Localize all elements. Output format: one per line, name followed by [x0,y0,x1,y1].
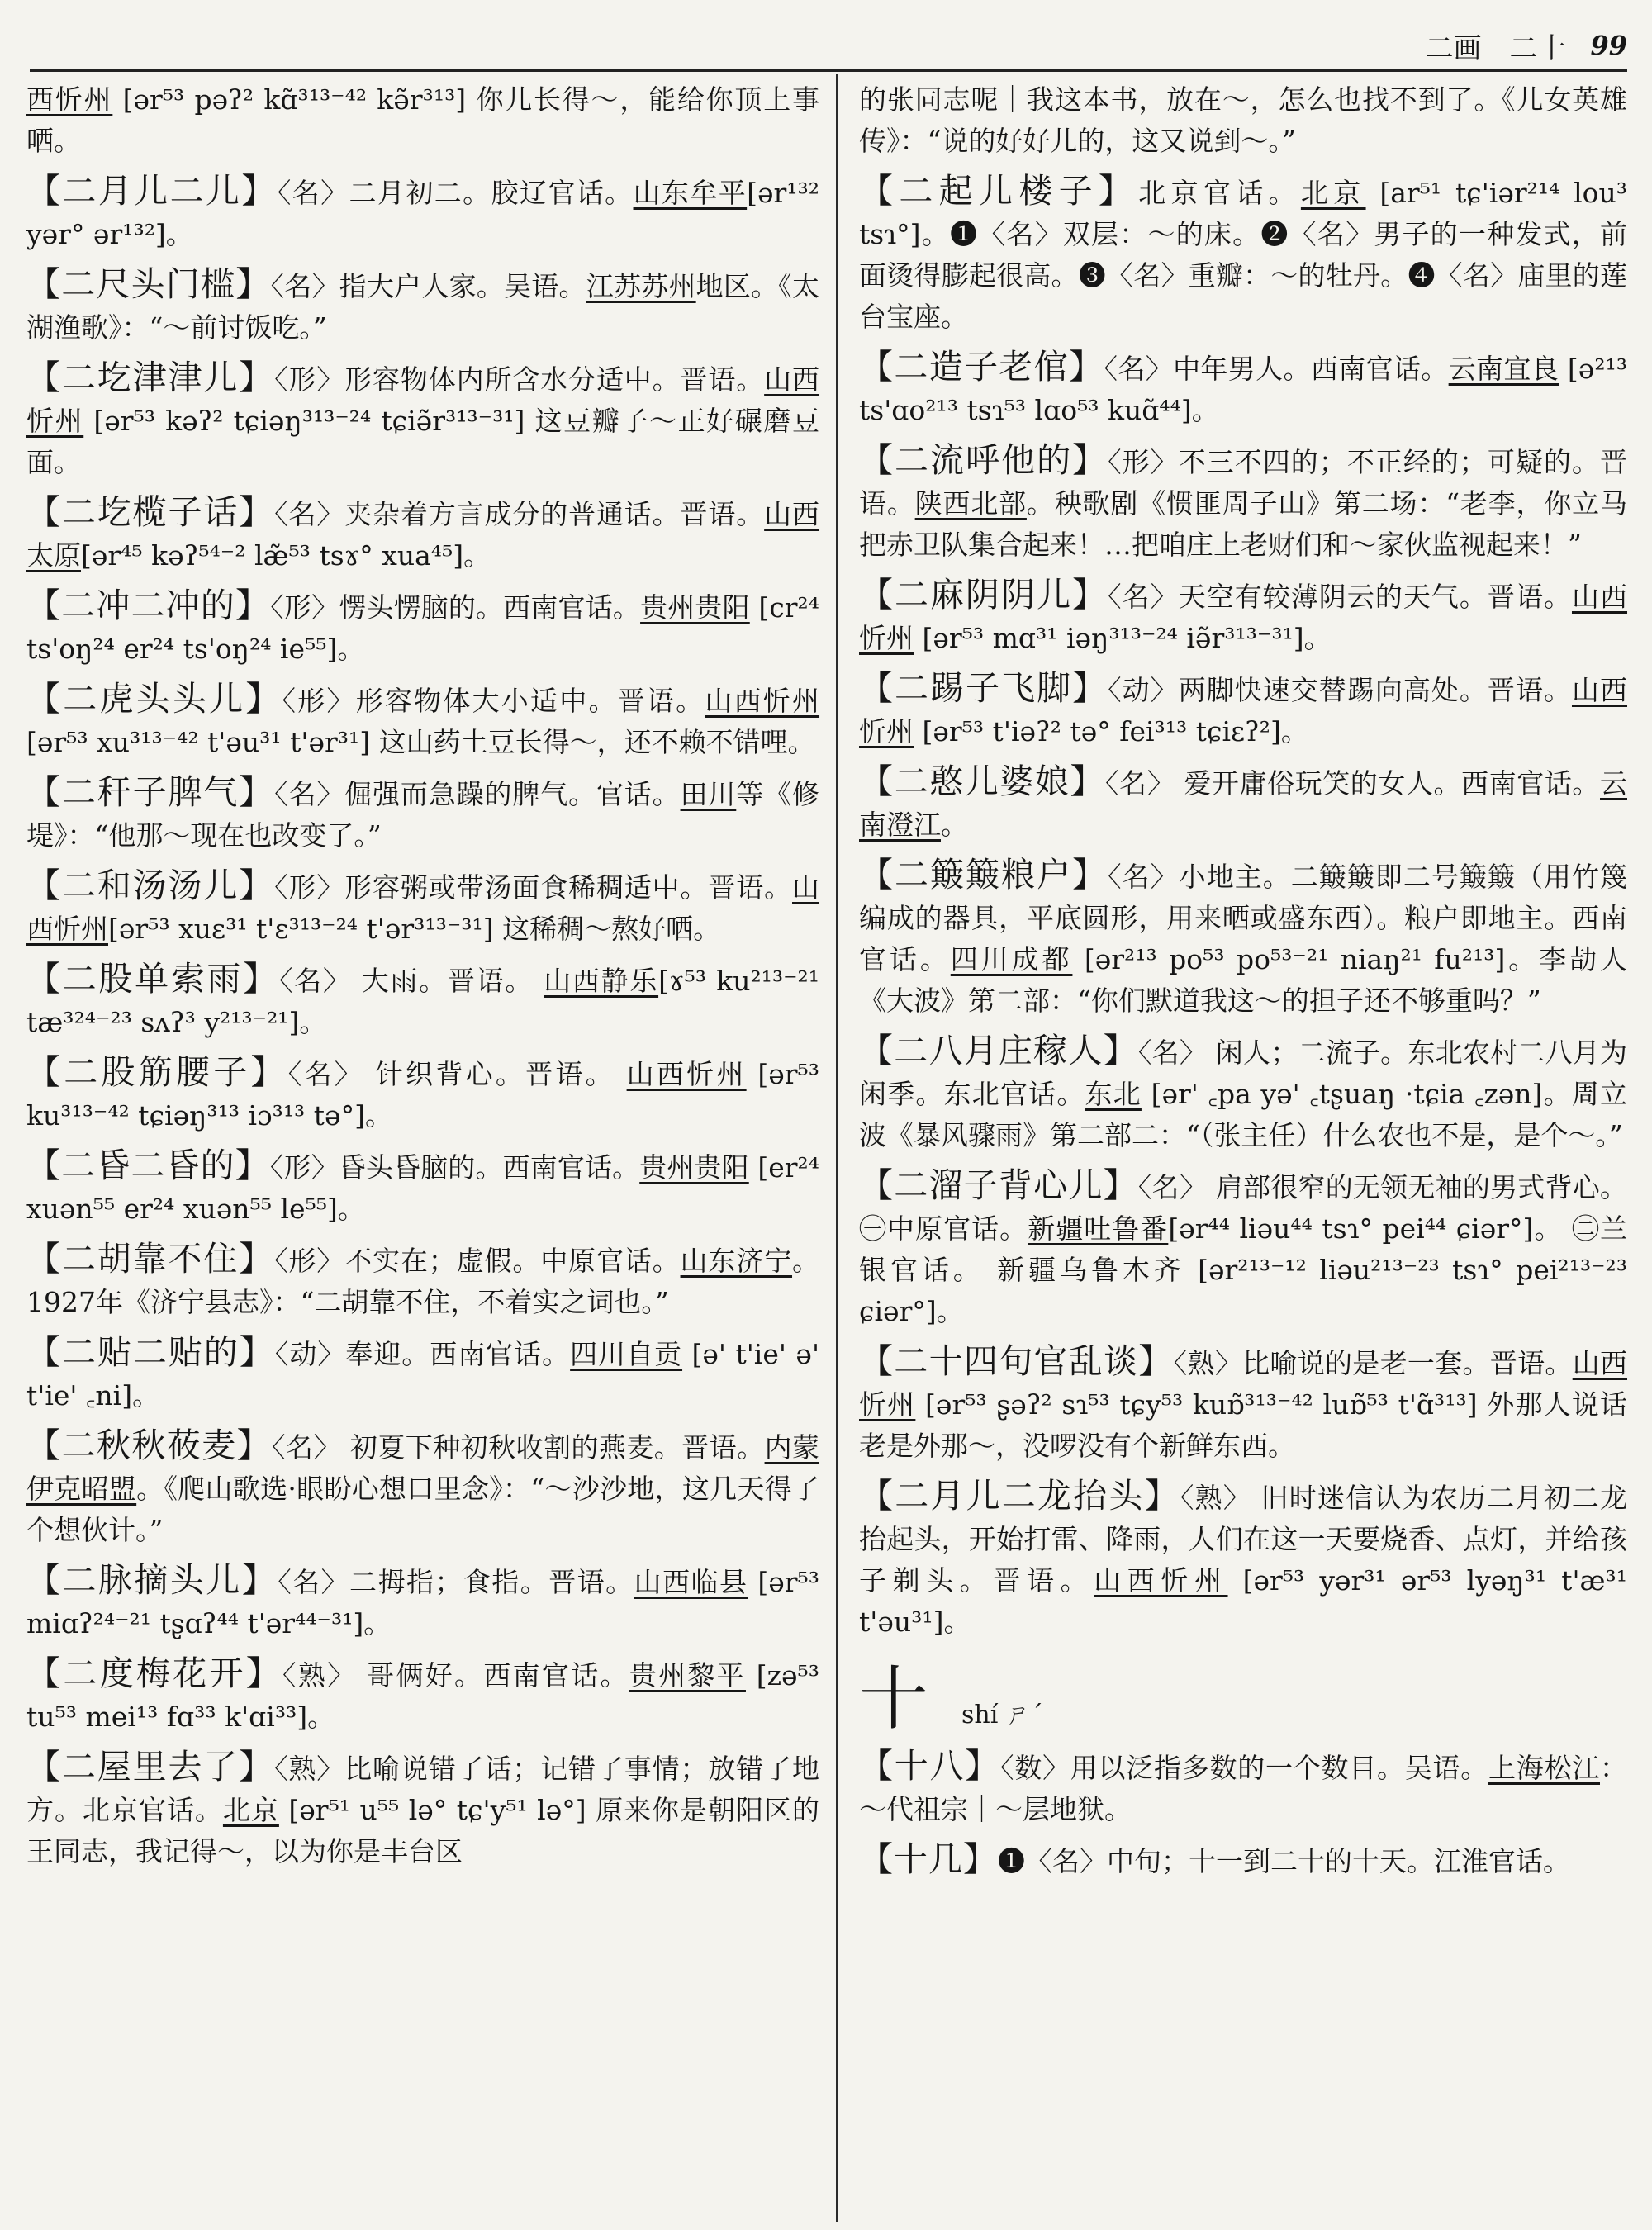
entry-headword: 【二簸簸粮户】 [859,855,1108,894]
entry-definition: 〈名〉二月初二。胶辽官话。 [277,177,634,209]
entry-example: [zə⁵³ tu⁵³ mei¹³ fɑ³³ k'ɑi³³]。 [26,1659,819,1733]
place-name: 陕西北部 [914,487,1027,520]
page-number: 99 [1590,30,1627,61]
entry-headword: 【十几】 [859,1839,998,1879]
dictionary-entry [859,667,1627,752]
running-head: 二画 二十 [1425,31,1566,65]
column-divider [836,74,838,2222]
entry-example: [ər²¹³ po⁵³ po⁵³⁻²¹ niaŋ²¹ fu²¹³]。李劼人《大波》第二部：“你们默道我这～的担子还不够重吗？” [859,943,1628,1017]
entry-example: [ər⁵¹ u⁵⁵ lə° tɕ'y⁵¹ lə°] 原来你是朝阳区的王同志，我记得～，以为你是丰台区 [26,1794,820,1867]
place-name: 山西忻州 [626,1058,747,1090]
entry-headword: 【二虎头头儿】 [26,679,282,719]
dictionary-entry [26,1559,819,1644]
entry-definition: 〈熟〉比喻说错了话；记错了事情；放错了地方。北京官话。 [26,1753,820,1826]
entry-headword: 【二踢子飞脚】 [859,668,1108,708]
place-name: 内蒙伊克昭盟 [26,1431,820,1505]
entry-example: [ɤ⁵³ ku²¹³⁻²¹ tæ³²⁴⁻²³ sʌʔ³ y²¹³⁻²¹]。 [26,965,820,1038]
dictionary-entry [26,1331,819,1416]
entry-headword: 【二和汤汤儿】 [26,866,275,905]
page-header [1322,25,1627,66]
entry-example: [ər⁵³ ku³¹³⁻⁴² tɕiəŋ³¹³ iɔ³¹³ tə°]。 [26,1058,820,1132]
entry-definition: 〈熟〉比喻说的是老一套。晋语。 [1173,1347,1573,1379]
entry-headword: 【二冲二冲的】 [26,586,271,625]
dictionary-entry [26,170,819,255]
entry-example: [ər¹³² yər° ər¹³²]。 [26,177,820,250]
entry-definition: 〈名〉夹杂着方言成分的普通话。晋语。 [274,498,765,530]
entry-example: [ə' t'ie' ə' t'ie' ꜀ni]。 [26,1338,820,1412]
entry-headword: 【二起儿楼子】 [859,171,1139,211]
entry-headword: 【十八】 [859,1746,1000,1786]
entry-headword: 【二胡靠不住】 [26,1239,275,1279]
entry-definition: 〈名〉中年男人。西南官话。 [1104,353,1449,385]
dictionary-entry [26,1425,819,1551]
place-name: 山西忻州 [26,871,820,945]
place-name: 山东牟平 [633,177,748,209]
place-name: 云南宜良 [1448,353,1559,385]
entry-continuation [26,79,819,162]
entry-headword: 【二脉摘头儿】 [26,1560,278,1600]
place-name: 上海松江 [1488,1752,1600,1784]
place-name: 贵州贵阳 [640,591,750,624]
section-heading [859,1658,1627,1739]
dictionary-entry [859,854,1627,1022]
dictionary-entry [26,678,819,763]
entry-headword: 【二流呼他的】 [859,440,1108,480]
entry-example: [ər⁴⁵ kəʔ⁵⁴⁻² læ̃⁵³ tsɤ° xua⁴⁵]。 [81,539,491,572]
entry-headword: 【二贴二贴的】 [26,1332,275,1372]
entry-headword: 【二圪津津儿】 [26,358,275,397]
dictionary-entry [859,1165,1627,1332]
entry-headword: 【二昏二昏的】 [26,1146,270,1185]
place-name: 新疆吐鲁番 [1028,1212,1169,1245]
entry-headword: 【二股单索雨】 [26,959,279,999]
entry-definition: 〈名〉 肩部很窄的无领无袖的男式背心。㊀中原官话。 [859,1171,1628,1245]
dictionary-entry [26,491,819,576]
place-name: 山西忻州 [859,1347,1628,1421]
entry-definition: 〈名〉天空有较薄阴云的天气。晋语。 [1108,581,1572,613]
entry-definition: 〈名〉二拇指；食指。晋语。 [278,1566,634,1598]
entry-definition: 〈名〉 爱开庸俗玩笑的女人。西南官话。 [1105,767,1600,799]
place-name: 江苏苏州 [586,270,696,302]
entry-example: [cr²⁴ ts'oŋ²⁴ er²⁴ ts'oŋ²⁴ ie⁵⁵]。 [26,591,819,665]
entry-definition: 〈形〉不实在；虚假。中原官话。 [274,1245,681,1277]
dictionary-entry [26,1238,819,1323]
entry-definition: 〈形〉不三不四的；不正经的；可疑的。晋语。 [859,446,1628,520]
dictionary-entry [859,346,1627,431]
place-name: 山西太原 [26,498,820,572]
entry-definition: 〈名〉小地主。二簸簸即二号簸簸（用竹篾编成的器具，平底圆形，用来晒或盛东西）。粮户即地主。西南官话。 [859,861,1628,975]
entry-example: 。《爬山歌选·眼盼心想口里念》：“～沙沙地，这几天得了个想伙计。” [26,1473,819,1546]
entry-definition: 〈动〉奉迎。西南官话。 [274,1338,571,1370]
entry-headword: 【二股筋腰子】 [26,1052,288,1092]
entry-example: [ər' ꜀pa yə' ꜀tʂuaŋ ·tɕia ꜀zən]。周立波《暴风骤雨》第二部二：“（张主任）什么农也不是，是个～。” [859,1078,1628,1151]
right-column [859,79,1627,1891]
section-pinyin: shí ㄕˊ [961,1701,1043,1729]
dictionary-entry [26,865,819,950]
entry-definition: 〈名〉指大户人家。吴语。 [270,270,586,302]
dictionary-entry [859,439,1627,566]
entry-definition: 〈名〉倔强而急躁的脾气。官话。 [274,778,681,810]
place-name: 山东济宁 [680,1245,793,1277]
entry-example: 地区。《太湖渔歌》：“～前讨饭吃。” [26,270,820,344]
place-name: 北京 [222,1794,279,1826]
place-name: 山西临县 [634,1566,748,1598]
dictionary-entry [859,1839,1627,1882]
place-name: 山西忻州 [859,581,1628,654]
entry-definition: 〈形〉愣头愣脑的。西南官话。 [270,591,641,624]
entry-headword: 【二尺头门槛】 [26,264,271,304]
entry-example: [ər⁵³ t'iəʔ² tə° fei³¹³ tɕiɛʔ²]。 [914,715,1308,747]
entry-definition: 〈形〉形容粥或带汤面食稀稠适中。晋语。 [274,871,793,904]
entry-definition: 〈名〉 初夏下种初秋收割的燕麦。晋语。 [272,1431,765,1464]
entry-definition: 〈熟〉 哥俩好。西南官话。 [282,1659,629,1691]
entry-example: [ər⁵³ kəʔ² tɕiəŋ³¹³⁻²⁴ tɕiə̃r³¹³⁻³¹] 这豆瓣子～正好碾磨豆面。 [26,405,820,478]
entry-example: [ə²¹³ ts'ɑo²¹³ tsɿ⁵³ lɑo⁵³ kuɑ̃⁴⁴]。 [859,353,1628,426]
entry-headword: 【二造子老倌】 [859,347,1104,387]
entry-definition: 〈动〉两脚快速交替踢向高处。晋语。 [1108,674,1572,706]
entry-example: 。1927年《济宁县志》：“二胡靠不住，不着实之词也。” [26,1245,820,1318]
entry-headword: 【二八月庄稼人】 [859,1031,1138,1070]
entry-example: [ər⁵³ yər³¹ ər⁵³ lyəŋ³¹ t'æ³¹ t'əu³¹]。 [859,1564,1627,1638]
entry-headword: 【二憨儿婆娘】 [859,762,1106,801]
entry-headword: 【二秋秋莜麦】 [26,1426,273,1465]
place-name: 田川 [680,778,737,810]
entry-example: ：～代祖宗｜～层地狱。 [859,1752,1627,1825]
entry-example: 等《修堤》：“他那～现在也改变了。” [26,778,820,852]
place-name: 山西静乐 [544,965,659,997]
dictionary-entry [26,263,819,349]
place-name: 西忻州 [26,83,113,116]
entry-headword: 【二秆子脾气】 [26,772,275,812]
entry-definition: 〈数〉用以泛指多数的一个数目。吴语。 [1000,1752,1488,1784]
place-name: 贵州贵阳 [639,1151,749,1184]
entry-definition: 〈形〉形容物体大小适中。晋语。 [282,685,705,717]
entry-example: [ər⁴⁴ liəu⁴⁴ tsɿ° pei⁴⁴ ɕiər°]。 ㊁兰银官话。 新疆乌鲁木齐 [ər²¹³⁻¹² liəu²¹³⁻²³ tsɿ° pei²¹³⁻²³ ɕiər°]。 [859,1212,1628,1327]
place-name: 东北 [1085,1078,1142,1110]
entry-headword: 【二麻阴阴儿】 [859,575,1108,614]
entry-definition: 〈熟〉 旧时迷信认为农历二月初二龙抬起头，开始打雷、降雨，人们在这一天要烧香、点灯，并给孩子剃头。晋语。 [859,1482,1628,1597]
place-name: 北京 [1300,177,1366,209]
entry-headword: 【二十四句官乱谈】 [859,1341,1174,1381]
left-column [26,79,819,1881]
entry-text: 的张同志呢｜我这本书，放在～，怎么也找不到了。《儿女英雄传》：“说的好好儿的，这又说到～。” [859,83,1627,157]
dictionary-entry [859,574,1627,659]
dictionary-entry [859,1030,1627,1156]
place-name: 山西忻州 [26,363,820,437]
entry-definition: 〈形〉昏头昏脑的。西南官话。 [269,1151,640,1184]
entry-headword: 【二度梅花开】 [26,1654,283,1693]
entry-example: [ər⁵³ ʂəʔ² sɿ⁵³ tɕy⁵³ kuɒ̃³¹³⁻⁴² luɒ̃⁵³ t'ɑ̃³¹³] 外那人说话老是外那～，没啰没有个新鲜东西。 [859,1388,1628,1462]
dictionary-entry [26,1653,819,1738]
place-name: 云南澄江 [859,767,1627,841]
dictionary-entry [859,761,1627,846]
entry-example: 。秧歌剧《惯匪周子山》第二场：“老李，你立马把赤卫队集合起来！…把咱庄上老财们和～家伙监视起来！” [859,487,1628,561]
entry-headword: 【二月儿二儿】 [26,171,278,211]
entry-definition: 北京官话。 [1138,177,1301,209]
entry-definition: 〈名〉 闲人；二流子。东北农村二八月为闲季。东北官话。 [859,1037,1628,1110]
entry-example: [ar⁵¹ tɕ'iər²¹⁴ lou³ tsɿ°]。❶〈名〉双层：～的床。❷〈名〉男子的一种发式，前面烫得膨起很高。❸〈名〉重瓣：～的牡丹。❹〈名〉庙里的莲台宝座。 [859,177,1628,333]
entry-definition: 〈名〉 针织背心。晋语。 [287,1058,627,1090]
entry-example: 。 [941,809,968,841]
place-name: 四川成都 [950,943,1073,975]
place-name: 贵州黎平 [629,1659,746,1691]
dictionary-entry [26,1051,819,1136]
dictionary-entry [26,1746,819,1872]
dictionary-entry [26,771,819,856]
dictionary-entry [859,170,1627,338]
entry-headword: 【二月儿二龙抬头】 [859,1476,1180,1516]
dictionary-entry [859,1475,1627,1643]
entry-definition: 〈名〉 大雨。晋语。 [278,965,544,997]
entry-text: [ər⁵³ pəʔ² kɑ̃³¹³⁻⁴² kə̃r³¹³] 你儿长得～，能给你顶上事哂。 [26,83,819,157]
entry-example: [er²⁴ xuən⁵⁵ er²⁴ xuən⁵⁵ le⁵⁵]。 [26,1151,820,1225]
entry-example: [ər⁵³ xuɛ³¹ t'ɛ³¹³⁻²⁴ t'ər³¹³⁻³¹] 这稀稠～熬好哂。 [108,913,721,945]
place-name: 四川自贡 [570,1338,683,1370]
entry-definition: 〈形〉形容物体内所含水分适中。晋语。 [274,363,765,396]
dictionary-entry [26,357,819,483]
entry-example: [ər⁵³ xu³¹³⁻⁴² t'əu³¹ t'ər³¹] 这山药土豆长得～，还不赖不错哩。 [26,726,815,758]
entry-headword: 【二溜子背心儿】 [859,1165,1138,1205]
header-rule [30,69,1627,72]
entry-example: [ər⁵³ mɑ³¹ iəŋ³¹³⁻²⁴ iə̃r³¹³⁻³¹]。 [914,622,1332,654]
dictionary-entry [26,958,819,1043]
entry-continuation [859,79,1627,162]
place-name: 山西忻州 [859,674,1628,747]
dictionary-entry [859,1340,1627,1467]
dictionary-entry [26,585,819,670]
place-name: 山西忻州 [705,685,820,717]
entry-example: [ər⁵³ miɑʔ²⁴⁻²¹ tʂɑʔ⁴⁴ t'ər⁴⁴⁻³¹]。 [26,1566,820,1639]
place-name: 山西忻州 [1094,1564,1228,1597]
dictionary-entry [26,1145,819,1230]
entry-definition: ❶〈名〉中旬；十一到二十的十天。江淮官话。 [998,1845,1570,1877]
entry-headword: 【二圪榄子话】 [26,492,275,532]
entry-headword: 【二屋里去了】 [26,1747,275,1786]
dictionary-entry [859,1745,1627,1830]
section-character: 十 [859,1658,929,1739]
